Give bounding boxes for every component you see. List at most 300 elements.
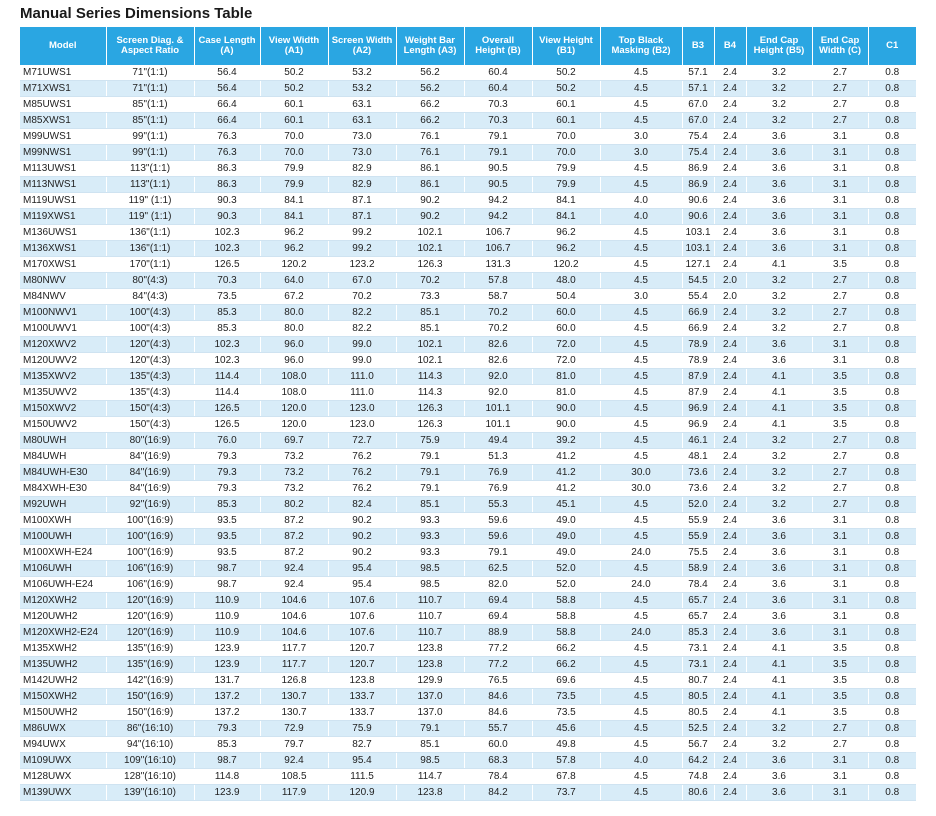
table-cell: 126.3 xyxy=(396,257,464,273)
table-cell: 70.0 xyxy=(260,145,328,161)
table-cell: 85.1 xyxy=(396,305,464,321)
table-cell: 120"(4:3) xyxy=(106,353,194,369)
table-cell: 48.1 xyxy=(682,449,714,465)
table-cell: 114.4 xyxy=(194,385,260,401)
table-cell: 3.1 xyxy=(812,785,868,801)
table-cell: 76.9 xyxy=(464,465,532,481)
table-cell: 66.9 xyxy=(682,321,714,337)
table-cell: 80.6 xyxy=(682,785,714,801)
table-cell: 150"(4:3) xyxy=(106,417,194,433)
table-row xyxy=(20,577,916,593)
table-cell: 102.1 xyxy=(396,225,464,241)
table-cell: 80.5 xyxy=(682,705,714,721)
table-cell: 3.6 xyxy=(746,753,812,769)
table-cell: 90.5 xyxy=(464,161,532,177)
table-cell: 81.0 xyxy=(532,385,600,401)
table-cell: 3.6 xyxy=(746,609,812,625)
table-cell: 74.8 xyxy=(682,769,714,785)
table-cell: 110.7 xyxy=(396,593,464,609)
table-cell: 4.5 xyxy=(600,785,682,801)
table-cell: 114.3 xyxy=(396,369,464,385)
table-cell: 79.1 xyxy=(396,481,464,497)
table-cell: 4.5 xyxy=(600,273,682,289)
model-cell: M100XWH xyxy=(20,513,106,529)
table-cell: 73.7 xyxy=(532,785,600,801)
table-cell: 120"(16:9) xyxy=(106,593,194,609)
table-cell: 0.8 xyxy=(868,385,916,401)
table-cell: 50.2 xyxy=(260,65,328,81)
table-cell: 126.3 xyxy=(396,401,464,417)
model-cell: M100NWV1 xyxy=(20,305,106,321)
table-cell: 82.6 xyxy=(464,353,532,369)
table-cell: 102.1 xyxy=(396,353,464,369)
table-cell: 123.9 xyxy=(194,641,260,657)
table-cell: 2.4 xyxy=(714,465,746,481)
table-cell: 4.5 xyxy=(600,337,682,353)
table-cell: 86.3 xyxy=(194,177,260,193)
model-cell: M120UWH2 xyxy=(20,609,106,625)
table-cell: 81.0 xyxy=(532,369,600,385)
table-cell: 4.5 xyxy=(600,97,682,113)
table-cell: 3.0 xyxy=(600,289,682,305)
table-cell: 4.5 xyxy=(600,65,682,81)
table-cell: 79.3 xyxy=(194,481,260,497)
model-cell: M135UWV2 xyxy=(20,385,106,401)
table-cell: 101.1 xyxy=(464,401,532,417)
table-cell: 67.0 xyxy=(682,113,714,129)
table-cell: 79.1 xyxy=(464,145,532,161)
table-cell: 79.1 xyxy=(396,465,464,481)
table-cell: 100"(4:3) xyxy=(106,305,194,321)
column-header: Case Length (A) xyxy=(194,27,260,65)
table-row xyxy=(20,449,916,465)
table-cell: 4.0 xyxy=(600,209,682,225)
column-header: B4 xyxy=(714,27,746,65)
model-cell: M120XWH2-E24 xyxy=(20,625,106,641)
table-cell: 84.1 xyxy=(532,209,600,225)
table-cell: 4.5 xyxy=(600,369,682,385)
table-cell: 0.8 xyxy=(868,705,916,721)
table-cell: 84.2 xyxy=(464,785,532,801)
model-cell: M84XWH-E30 xyxy=(20,481,106,497)
table-cell: 3.2 xyxy=(746,81,812,97)
model-cell: M150UWH2 xyxy=(20,705,106,721)
table-cell: 76.3 xyxy=(194,145,260,161)
table-cell: 4.5 xyxy=(600,321,682,337)
table-cell: 2.4 xyxy=(714,113,746,129)
table-cell: 87.2 xyxy=(260,545,328,561)
table-cell: 84"(4:3) xyxy=(106,289,194,305)
table-row xyxy=(20,481,916,497)
table-cell: 85.1 xyxy=(396,497,464,513)
table-cell: 120.2 xyxy=(260,257,328,273)
table-cell: 30.0 xyxy=(600,465,682,481)
table-cell: 99.2 xyxy=(328,225,396,241)
table-cell: 2.4 xyxy=(714,209,746,225)
table-cell: 60.4 xyxy=(464,65,532,81)
table-cell: 70.3 xyxy=(464,113,532,129)
table-cell: 96.9 xyxy=(682,417,714,433)
table-cell: 90.5 xyxy=(464,177,532,193)
column-header: View Width (A1) xyxy=(260,27,328,65)
table-cell: 79.9 xyxy=(260,177,328,193)
model-cell: M85XWS1 xyxy=(20,113,106,129)
table-cell: 117.7 xyxy=(260,657,328,673)
table-cell: 3.1 xyxy=(812,129,868,145)
table-cell: 98.5 xyxy=(396,753,464,769)
table-cell: 3.2 xyxy=(746,449,812,465)
table-cell: 52.0 xyxy=(532,561,600,577)
table-cell: 4.5 xyxy=(600,561,682,577)
table-row xyxy=(20,81,916,97)
table-cell: 4.5 xyxy=(600,737,682,753)
table-row xyxy=(20,609,916,625)
model-cell: M92UWH xyxy=(20,497,106,513)
table-cell: 142"(16:9) xyxy=(106,673,194,689)
table-cell: 77.2 xyxy=(464,641,532,657)
table-row xyxy=(20,273,916,289)
table-cell: 85.3 xyxy=(682,625,714,641)
table-cell: 123.9 xyxy=(194,785,260,801)
table-cell: 50.2 xyxy=(532,65,600,81)
table-cell: 4.5 xyxy=(600,657,682,673)
model-cell: M99UWS1 xyxy=(20,129,106,145)
table-cell: 3.2 xyxy=(746,497,812,513)
table-cell: 82.9 xyxy=(328,161,396,177)
table-cell: 0.8 xyxy=(868,81,916,97)
table-cell: 80.2 xyxy=(260,497,328,513)
model-cell: M120XWH2 xyxy=(20,593,106,609)
table-cell: 3.0 xyxy=(600,145,682,161)
table-cell: 70.2 xyxy=(328,289,396,305)
table-row xyxy=(20,97,916,113)
table-cell: 72.0 xyxy=(532,353,600,369)
table-cell: 102.3 xyxy=(194,337,260,353)
table-cell: 2.4 xyxy=(714,177,746,193)
model-cell: M120XWV2 xyxy=(20,337,106,353)
table-cell: 56.2 xyxy=(396,81,464,97)
table-cell: 84.6 xyxy=(464,689,532,705)
model-cell: M80NWV xyxy=(20,273,106,289)
table-row xyxy=(20,657,916,673)
table-cell: 2.4 xyxy=(714,305,746,321)
table-cell: 85.3 xyxy=(194,497,260,513)
table-cell: 73.5 xyxy=(194,289,260,305)
table-cell: 4.1 xyxy=(746,417,812,433)
table-cell: 58.7 xyxy=(464,289,532,305)
table-cell: 150"(16:9) xyxy=(106,689,194,705)
table-cell: 86.1 xyxy=(396,177,464,193)
table-row xyxy=(20,465,916,481)
table-cell: 52.0 xyxy=(532,577,600,593)
table-cell: 79.3 xyxy=(194,721,260,737)
table-cell: 4.5 xyxy=(600,81,682,97)
table-cell: 96.0 xyxy=(260,353,328,369)
table-cell: 4.1 xyxy=(746,385,812,401)
table-cell: 0.8 xyxy=(868,161,916,177)
table-cell: 57.8 xyxy=(464,273,532,289)
table-cell: 4.0 xyxy=(600,193,682,209)
table-cell: 109"(16:10) xyxy=(106,753,194,769)
table-cell: 2.0 xyxy=(714,273,746,289)
table-cell: 126.3 xyxy=(396,417,464,433)
table-cell: 2.4 xyxy=(714,417,746,433)
table-cell: 2.4 xyxy=(714,705,746,721)
table-cell: 0.8 xyxy=(868,625,916,641)
table-row xyxy=(20,545,916,561)
table-cell: 0.8 xyxy=(868,417,916,433)
table-row xyxy=(20,145,916,161)
table-cell: 85"(1:1) xyxy=(106,97,194,113)
table-row xyxy=(20,529,916,545)
table-cell: 119" (1:1) xyxy=(106,193,194,209)
model-cell: M100UWH xyxy=(20,529,106,545)
table-cell: 70.3 xyxy=(194,273,260,289)
table-cell: 0.8 xyxy=(868,545,916,561)
table-cell: 3.5 xyxy=(812,673,868,689)
table-cell: 2.4 xyxy=(714,545,746,561)
table-cell: 4.5 xyxy=(600,417,682,433)
table-cell: 170"(1:1) xyxy=(106,257,194,273)
table-cell: 94.2 xyxy=(464,209,532,225)
table-cell: 150"(4:3) xyxy=(106,401,194,417)
table-cell: 55.7 xyxy=(464,721,532,737)
table-cell: 76.3 xyxy=(194,129,260,145)
table-cell: 82.6 xyxy=(464,337,532,353)
table-cell: 4.5 xyxy=(600,705,682,721)
table-row xyxy=(20,129,916,145)
table-cell: 76.2 xyxy=(328,449,396,465)
table-cell: 3.2 xyxy=(746,433,812,449)
table-cell: 2.4 xyxy=(714,81,746,97)
table-cell: 137.0 xyxy=(396,705,464,721)
table-cell: 3.1 xyxy=(812,593,868,609)
table-cell: 4.5 xyxy=(600,769,682,785)
table-cell: 114.7 xyxy=(396,769,464,785)
table-cell: 87.9 xyxy=(682,385,714,401)
table-cell: 0.8 xyxy=(868,225,916,241)
table-cell: 86.9 xyxy=(682,177,714,193)
table-cell: 56.7 xyxy=(682,737,714,753)
table-cell: 0.8 xyxy=(868,353,916,369)
table-cell: 104.6 xyxy=(260,625,328,641)
table-cell: 2.7 xyxy=(812,433,868,449)
table-cell: 2.4 xyxy=(714,513,746,529)
table-cell: 66.4 xyxy=(194,113,260,129)
table-cell: 4.5 xyxy=(600,673,682,689)
table-cell: 2.4 xyxy=(714,433,746,449)
table-cell: 3.0 xyxy=(600,129,682,145)
table-cell: 3.1 xyxy=(812,209,868,225)
table-cell: 100"(16:9) xyxy=(106,513,194,529)
table-cell: 2.4 xyxy=(714,241,746,257)
table-cell: 86.1 xyxy=(396,161,464,177)
table-cell: 2.4 xyxy=(714,145,746,161)
table-cell: 41.2 xyxy=(532,449,600,465)
table-cell: 135"(4:3) xyxy=(106,369,194,385)
table-cell: 113"(1:1) xyxy=(106,177,194,193)
table-cell: 123.8 xyxy=(396,641,464,657)
table-cell: 55.9 xyxy=(682,513,714,529)
model-cell: M109UWX xyxy=(20,753,106,769)
table-cell: 84.6 xyxy=(464,705,532,721)
table-row xyxy=(20,65,916,81)
table-cell: 4.5 xyxy=(600,513,682,529)
table-cell: 2.4 xyxy=(714,193,746,209)
table-cell: 90.2 xyxy=(328,529,396,545)
table-cell: 2.7 xyxy=(812,289,868,305)
table-cell: 3.2 xyxy=(746,97,812,113)
table-cell: 76.2 xyxy=(328,465,396,481)
model-cell: M106UWH xyxy=(20,561,106,577)
table-cell: 0.8 xyxy=(868,465,916,481)
table-cell: 114.4 xyxy=(194,369,260,385)
model-cell: M86UWX xyxy=(20,721,106,737)
table-cell: 126.8 xyxy=(260,673,328,689)
table-cell: 0.8 xyxy=(868,337,916,353)
table-cell: 0.8 xyxy=(868,113,916,129)
table-cell: 4.5 xyxy=(600,353,682,369)
table-cell: 128"(16:10) xyxy=(106,769,194,785)
table-cell: 3.1 xyxy=(812,225,868,241)
table-cell: 87.1 xyxy=(328,209,396,225)
model-cell: M135UWH2 xyxy=(20,657,106,673)
table-cell: 3.6 xyxy=(746,193,812,209)
table-cell: 120.9 xyxy=(328,785,396,801)
table-cell: 110.7 xyxy=(396,625,464,641)
table-row xyxy=(20,113,916,129)
table-cell: 75.9 xyxy=(328,721,396,737)
table-cell: 4.5 xyxy=(600,433,682,449)
table-cell: 137.2 xyxy=(194,689,260,705)
table-row xyxy=(20,625,916,641)
model-cell: M100UWV1 xyxy=(20,321,106,337)
table-cell: 90.0 xyxy=(532,401,600,417)
table-row xyxy=(20,417,916,433)
table-cell: 150"(16:9) xyxy=(106,705,194,721)
table-cell: 46.1 xyxy=(682,433,714,449)
table-cell: 92.0 xyxy=(464,385,532,401)
table-cell: 3.1 xyxy=(812,513,868,529)
table-cell: 3.6 xyxy=(746,145,812,161)
column-header: Screen Diag. & Aspect Ratio xyxy=(106,27,194,65)
table-cell: 79.1 xyxy=(396,449,464,465)
model-cell: M113NWS1 xyxy=(20,177,106,193)
table-cell: 4.1 xyxy=(746,369,812,385)
table-cell: 117.7 xyxy=(260,641,328,657)
table-cell: 98.7 xyxy=(194,577,260,593)
table-row xyxy=(20,241,916,257)
table-cell: 70.0 xyxy=(260,129,328,145)
table-cell: 76.1 xyxy=(396,129,464,145)
table-cell: 82.2 xyxy=(328,305,396,321)
table-cell: 0.8 xyxy=(868,145,916,161)
table-cell: 120"(16:9) xyxy=(106,625,194,641)
table-cell: 123.0 xyxy=(328,401,396,417)
table-cell: 3.1 xyxy=(812,625,868,641)
table-cell: 58.8 xyxy=(532,625,600,641)
table-cell: 56.4 xyxy=(194,81,260,97)
table-cell: 2.4 xyxy=(714,753,746,769)
model-cell: M100XWH-E24 xyxy=(20,545,106,561)
table-cell: 80.5 xyxy=(682,689,714,705)
table-cell: 2.4 xyxy=(714,625,746,641)
table-cell: 3.5 xyxy=(812,641,868,657)
table-cell: 2.7 xyxy=(812,721,868,737)
table-row xyxy=(20,689,916,705)
table-cell: 2.7 xyxy=(812,481,868,497)
table-cell: 90.3 xyxy=(194,193,260,209)
table-cell: 87.2 xyxy=(260,529,328,545)
table-cell: 71"(1:1) xyxy=(106,65,194,81)
table-cell: 3.5 xyxy=(812,369,868,385)
table-cell: 54.5 xyxy=(682,273,714,289)
table-cell: 59.6 xyxy=(464,513,532,529)
table-cell: 67.0 xyxy=(682,97,714,113)
table-cell: 2.0 xyxy=(714,289,746,305)
table-cell: 63.1 xyxy=(328,97,396,113)
table-cell: 88.9 xyxy=(464,625,532,641)
table-cell: 103.1 xyxy=(682,241,714,257)
table-cell: 79.1 xyxy=(396,721,464,737)
table-cell: 3.1 xyxy=(812,769,868,785)
model-cell: M84UWH xyxy=(20,449,106,465)
table-cell: 2.7 xyxy=(812,97,868,113)
table-cell: 120.7 xyxy=(328,641,396,657)
table-row xyxy=(20,289,916,305)
table-cell: 3.6 xyxy=(746,225,812,241)
table-cell: 0.8 xyxy=(868,657,916,673)
table-cell: 0.8 xyxy=(868,593,916,609)
table-cell: 0.8 xyxy=(868,177,916,193)
table-cell: 2.4 xyxy=(714,369,746,385)
table-cell: 57.1 xyxy=(682,81,714,97)
table-cell: 0.8 xyxy=(868,241,916,257)
table-cell: 3.1 xyxy=(812,609,868,625)
table-cell: 0.8 xyxy=(868,529,916,545)
table-cell: 75.5 xyxy=(682,545,714,561)
table-cell: 69.6 xyxy=(532,673,600,689)
table-cell: 79.9 xyxy=(532,177,600,193)
table-cell: 73.2 xyxy=(260,481,328,497)
table-cell: 2.4 xyxy=(714,641,746,657)
table-cell: 3.2 xyxy=(746,465,812,481)
model-cell: M106UWH-E24 xyxy=(20,577,106,593)
table-cell: 111.5 xyxy=(328,769,396,785)
table-cell: 82.7 xyxy=(328,737,396,753)
table-cell: 94.2 xyxy=(464,193,532,209)
model-cell: M136UWS1 xyxy=(20,225,106,241)
table-cell: 3.6 xyxy=(746,177,812,193)
table-cell: 108.0 xyxy=(260,369,328,385)
table-cell: 90.2 xyxy=(396,209,464,225)
table-cell: 4.1 xyxy=(746,689,812,705)
table-cell: 99.2 xyxy=(328,241,396,257)
table-cell: 79.1 xyxy=(464,545,532,561)
table-cell: 90.2 xyxy=(396,193,464,209)
table-cell: 4.5 xyxy=(600,161,682,177)
table-row xyxy=(20,337,916,353)
table-cell: 93.3 xyxy=(396,529,464,545)
table-cell: 136"(1:1) xyxy=(106,225,194,241)
table-cell: 58.9 xyxy=(682,561,714,577)
table-cell: 73.1 xyxy=(682,657,714,673)
table-cell: 51.3 xyxy=(464,449,532,465)
table-cell: 69.4 xyxy=(464,593,532,609)
table-cell: 3.6 xyxy=(746,337,812,353)
table-cell: 48.0 xyxy=(532,273,600,289)
table-row xyxy=(20,561,916,577)
